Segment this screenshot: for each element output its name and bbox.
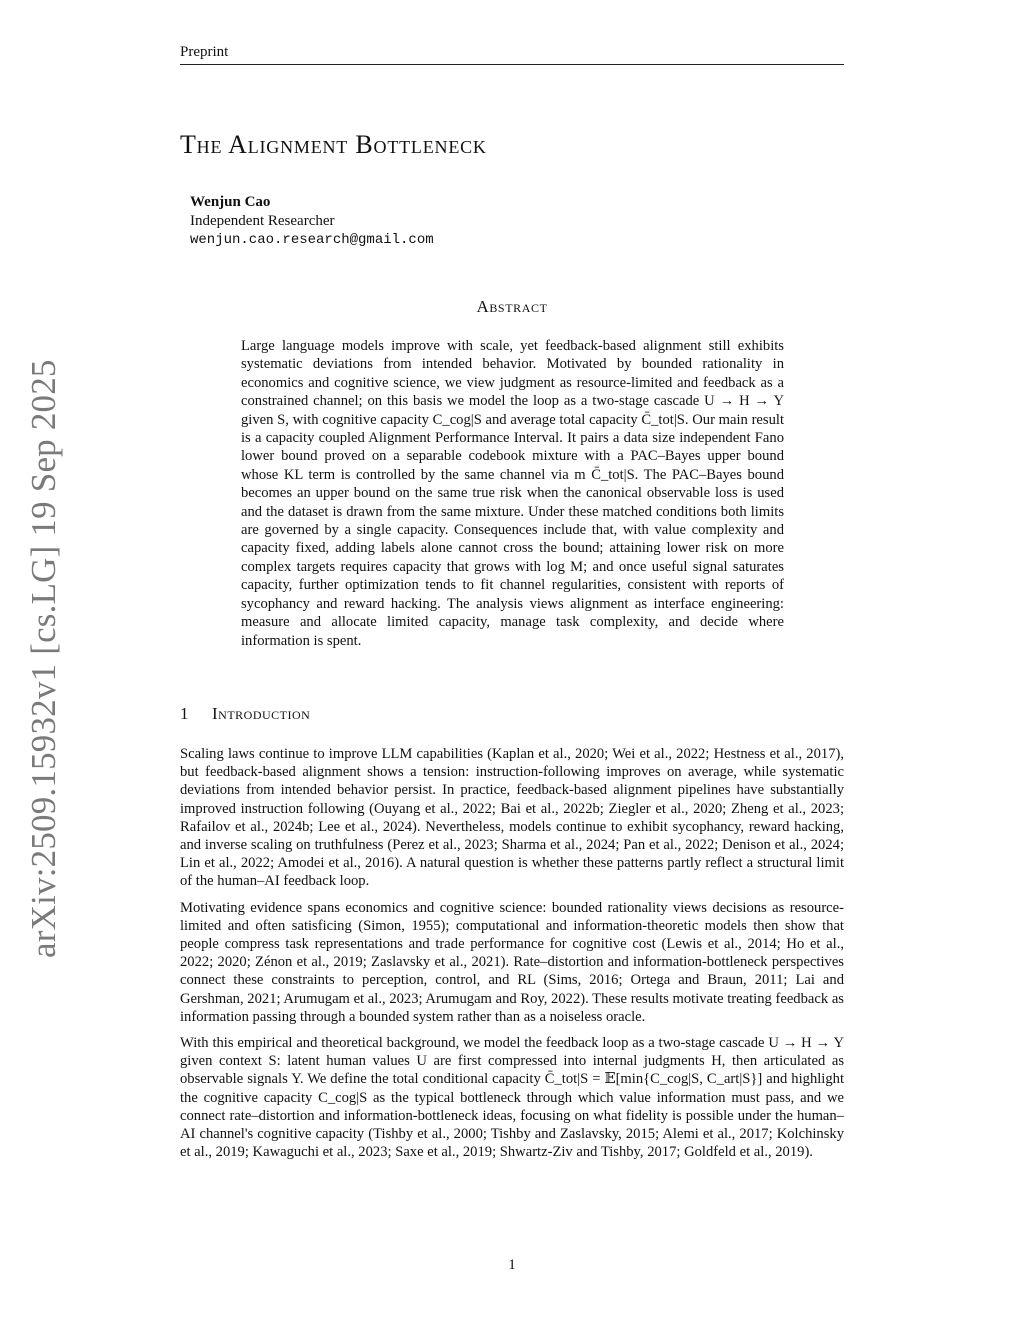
- page-number: 1: [508, 1257, 516, 1273]
- author-block: [190, 193, 434, 250]
- section-heading: [180, 704, 310, 724]
- abstract-text: Large language models improve with scale, yet feedback-based alignment still exhibits systematic deviations from intended behavior. Motivated by bounded rationality in economics and cognitive science, we view judgment as resource-limited and feedback as a constrained channel; on this basis we model the loop as a two-stage cascade U → H → Y given S, with cognitive capacity C_cog|S and average total capacity C̄_tot|S. Our main result is a capacity coupled Alignment Performance Interval. It pairs a data size independent Fano lower bound proved on a separable codebook mixture with a PAC–Bayes upper bound whose KL term is controlled by the same channel via m C̄_tot|S. The PAC–Bayes bound becomes an upper bound on the same true risk when the canonical observable loss is used and the dataset is drawn from the same mixture. Under these matched conditions both limits are governed by a single capacity. Consequences include that, with value complexity and capacity fixed, adding labels alone cannot cross the bound; attaining lower risk on more complex targets requires capacity that grows with log M; and once useful signal saturates capacity, further optimization tends to fit channel regularities, consistent with reports of sycophancy and reward hacking. The analysis views alignment as interface engineering: measure and allocate limited capacity, manage task complexity, and decide where information is spent.: [241, 338, 784, 649]
- arxiv-identifier: arXiv:2509.15932v1 [cs.LG] 19 Sep 2025: [24, 359, 63, 958]
- paper-title: The Alignment Bottleneck: [180, 130, 487, 159]
- author-email[interactable]: wenjun.cao.research@gmail.com: [190, 232, 434, 248]
- paragraph: Scaling laws continue to improve LLM capabilities (Kaplan et al., 2020; Wei et al., 2022; Hestness et al., 2017), but feedback-based alignment shows a tension: instruction-following improves on average, while systematic deviations from intended behavior persist. In practice, feedback-based alignment pipelines have substantially improved instruction following (Ouyang et al., 2022; Bai et al., 2022b; Ziegler et al., 2020; Zheng et al., 2023; Rafailov et al., 2024b; Lee et al., 2024). Nevertheless, models continue to exhibit sycophancy, reward hacking, and inverse scaling on truthfulness (Perez et al., 2023; Sharma et al., 2024; Pan et al., 2022; Denison et al., 2024; Lin et al., 2022; Amodei et al., 2016). A natural question is whether these patterns partly reflect a structural limit of the human–AI feedback loop.: [180, 746, 844, 890]
- section-title: Introduction: [212, 704, 311, 723]
- paragraph: With this empirical and theoretical background, we model the feedback loop as a two-stage cascade U → H → Y given context S: latent human values U are first compressed into internal judgments H, then articulated as observable signals Y. We define the total conditional capacity C̄_tot|S = 𝔼[min{C_cog|S, C_art|S}] and highlight the cognitive capacity C_cog|S as the typical bottleneck through which value information must pass, and we connect rate–distortion and information-bottleneck ideas, focusing on what fidelity is possible under the human–AI channel's cognitive capacity (Tishby et al., 2000; Tishby and Zaslavsky, 2015; Alemi et al., 2017; Kolchinsky et al., 2019; Kawaguchi et al., 2023; Saxe et al., 2019; Shwartz-Ziv and Tishby, 2017; Goldfeld et al., 2019).: [180, 1035, 844, 1161]
- author-name: Wenjun Cao: [190, 194, 271, 210]
- author-affiliation: Independent Researcher: [190, 213, 335, 229]
- running-header: Preprint: [180, 44, 844, 65]
- section-number: 1: [180, 704, 189, 723]
- section-body: [180, 745, 844, 1169]
- paragraph: Motivating evidence spans economics and cognitive science: bounded rationality views decisions as resource-limited and often satisficing (Simon, 1955); computational and information-theoretic models then show that people compress task representations and trade performance for cognitive cost (Lewis et al., 2014; Ho et al., 2022; 2020; Zénon et al., 2019; Zaslavsky et al., 2021). Rate–distortion and information-bottleneck perspectives connect these constraints to perception, control, and RL (Sims, 2016; Ortega and Braun, 2011; Lai and Gershman, 2021; Arumugam et al., 2023; Arumugam and Roy, 2022). These results motivate treating feedback as information passing through a bounded system rather than as a noiseless oracle.: [180, 899, 844, 1025]
- abstract-heading: Abstract: [476, 297, 548, 316]
